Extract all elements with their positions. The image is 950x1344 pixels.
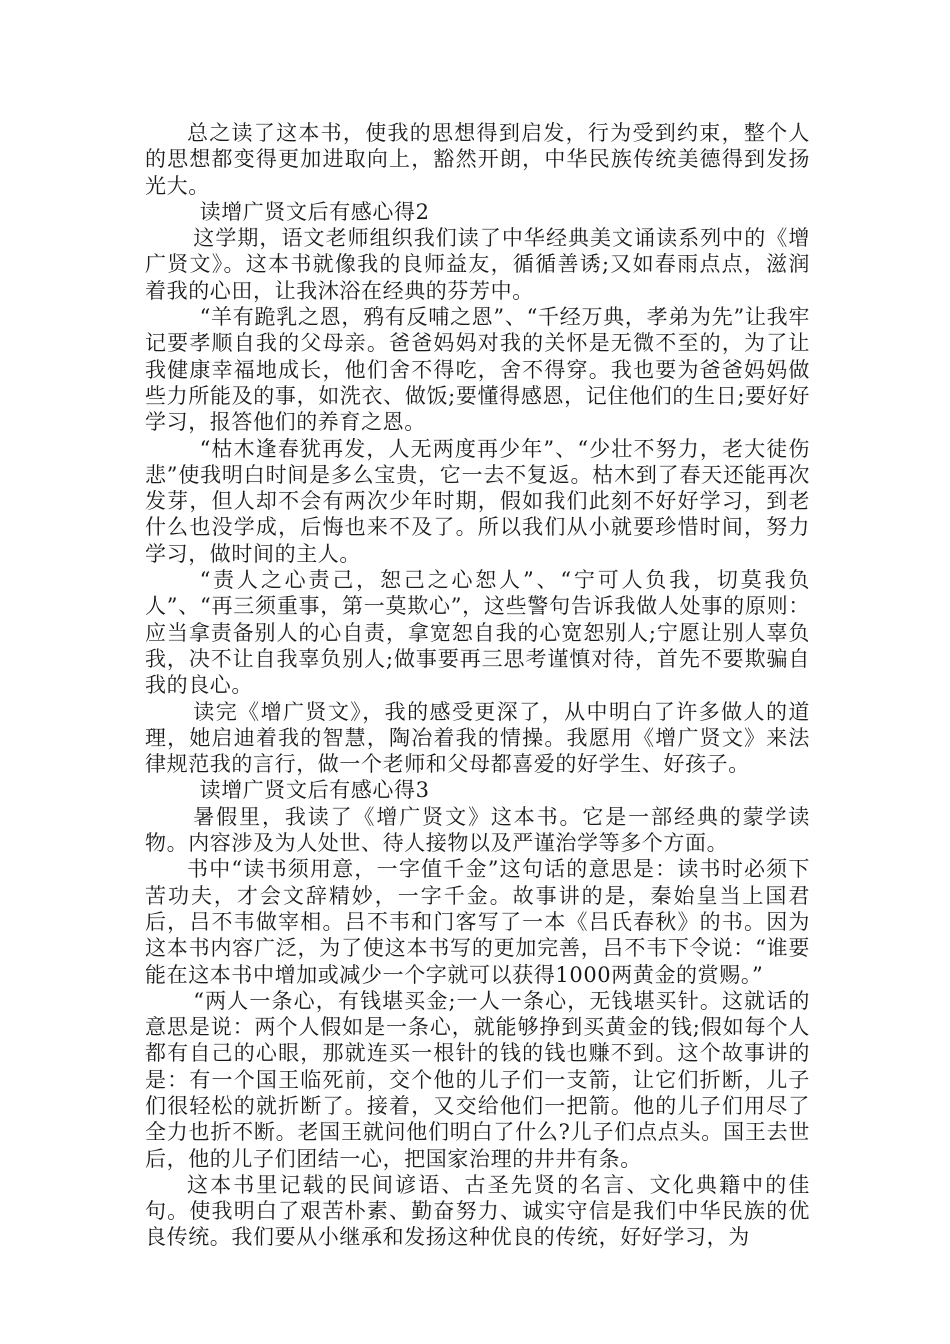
paragraph-9: “两人一条心，有钱堪买金;一人一条心，无钱堪买针。这就话的意思是说：两个人假如是一条心，就能够挣到买黄金的钱;假如每个人都有自己的心眼，那就连买一根针的钱的钱也赚不到。这个故事讲的是：有一个国王临死前，交个他的儿子们一支箭，让它们折断，儿子们很轻松的就折断了。接着，又交给他们一把箭。他的儿子们用尽了全力也折不断。老国王就问他们明白了什么?儿子们点点头。国王去世后，他的儿子们团结一心，把国家治理的井井有条。 — [145, 988, 810, 1171]
paragraph-7: 暑假里，我读了《增广贤文》这本书。它是一部经典的蒙学读物。内容涉及为人处世、待人接物以及严谨治学等多个方面。 — [145, 804, 810, 856]
section-heading-2: 读增广贤文后有感心得2 — [199, 199, 430, 224]
paragraph-8: 书中“读书须用意，一字值千金”这句话的意思是：读书时必须下苦功夫，才会文辞精妙，一字千金。故事讲的是，秦始皇当上国君后，吕不韦做宰相。吕不韦和门客写了一本《吕氏春秋》的书。因为这本书内容广泛，为了使这本书写的更加完善，吕不韦下令说：“谁要能在这本书中增加或减少一个字就可以获得1000两黄金的赏赐。” — [145, 857, 810, 987]
paragraph-3: “羊有跪乳之恩，鸦有反哺之恩”、“千经万典，孝弟为先”让我牢记要孝顺自我的父母亲。爸爸妈妈对我的关怀是无微不至的，为了让我健康幸福地成长，他们舍不得吃，舍不得穿。我也要为爸爸妈妈做些力所能及的事，如洗衣、做饭;要懂得感恩，记住他们的生日;要好好学习，报答他们的养育之恩。 — [145, 305, 810, 435]
paragraph-5: “责人之心责己，恕己之心恕人”、“宁可人负我，切莫我负人”、“再三须重事，第一莫欺心”，这些警句告诉我做人处事的原则：应当拿责备别人的心自责，拿宽恕自我的心宽恕别人;宁愿让别人辜负我，决不让自我辜负别人;做事要再三思考谨慎对待，首先不要欺骗自我的良心。 — [145, 568, 810, 698]
paragraph-1: 总之读了这本书，使我的思想得到启发，行为受到约束，整个人的思想都变得更加进取向上，豁然开朗，中华民族传统美德得到发扬光大。 — [145, 121, 810, 198]
paragraph-10: 这本书里记载的民间谚语、古圣先贤的名言、文化典籍中的佳句。使我明白了艰苦朴素、勤奋努力、诚实守信是我们中华民族的优良传统。我们要从小继承和发扬这种优良的传统，好好学习，为 — [145, 1172, 810, 1250]
paragraph-2: 这学期，语文老师组织我们读了中华经典美文诵读系列中的《增广贤文》。这本书就像我的良师益友，循循善诱;又如春雨点点，滋润着我的心田，让我沐浴在经典的芬芳中。 — [145, 226, 810, 303]
paragraph-4: “枯木逢春犹再发，人无两度再少年”、“少壮不努力，老大徒伤悲”使我明白时间是多么宝贵，它一去不复返。枯木到了春天还能再次发芽，但人却不会有两次少年时期，假如我们此刻不好好学习，到老什么也没学成，后悔也来不及了。所以我们从小就要珍惜时间，努力学习，做时间的主人。 — [145, 436, 810, 566]
document-page — [145, 120, 810, 1251]
section-heading-3: 读增广贤文后有感心得3 — [199, 778, 430, 803]
paragraph-6: 读完《增广贤文》，我的感受更深了，从中明白了许多做人的道理，她启迪着我的智慧，陶冶着我的情操。我愿用《增广贤文》来法律规范我的言行，做一个老师和父母都喜爱的好学生、好孩子。 — [145, 699, 810, 777]
